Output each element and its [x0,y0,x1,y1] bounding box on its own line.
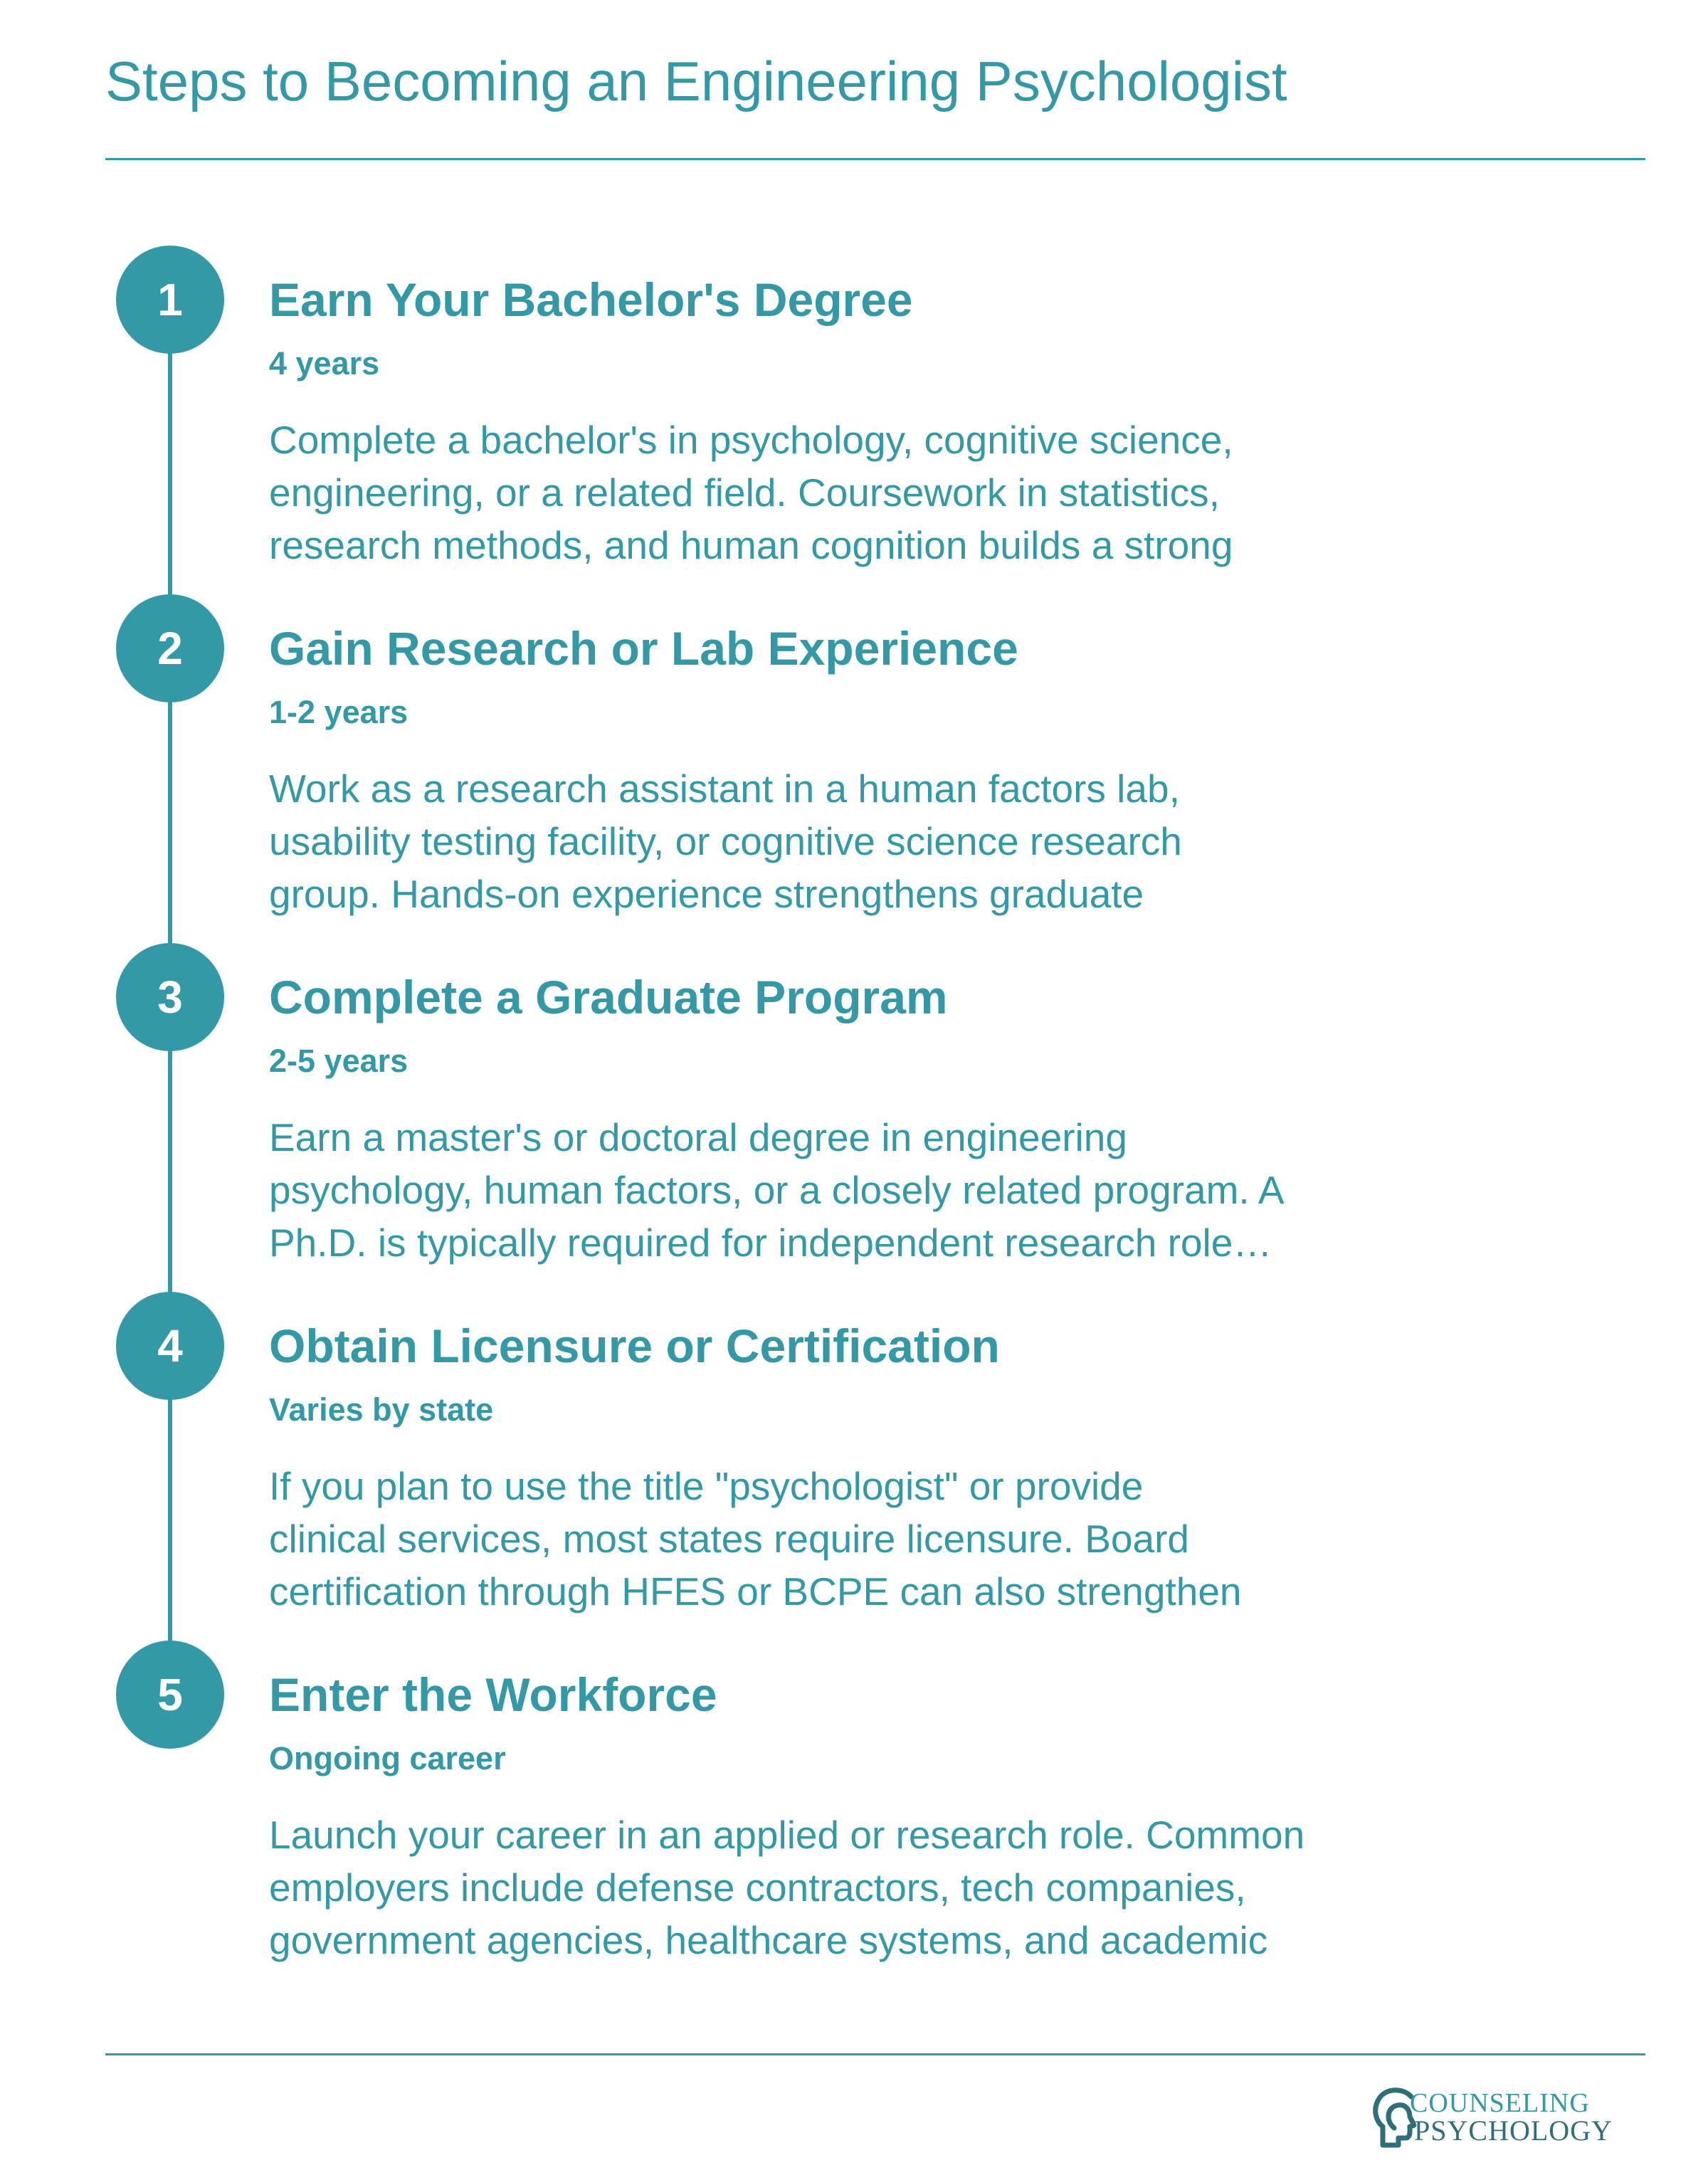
step-item [269,971,1379,1269]
step-number-badge: 2 [116,594,224,702]
step-description: If you plan to use the title "psychologist" or provide clinical services, most states require licensure. Board certification through HFES or BCPE can also strengthen [269,1464,1242,1613]
step-duration: 2-5 years [269,1043,408,1079]
step-description: Launch your career in an applied or research role. Common employers include defense contractors, tech companies, government agencies, healthcare systems, and academic [269,1813,1305,1962]
step-number-badge: 1 [116,246,224,354]
step-duration: Varies by state [269,1391,494,1428]
logo-text-top: COUNSELING [1410,2088,1590,2118]
step-number-badge: 4 [116,1292,224,1400]
counseling-psychology-logo [1370,2085,1640,2149]
step-description: Earn a master's or doctoral degree in engineering psychology, human factors, or a closely related program. A Ph.D. is typically required for independent research role… [269,1115,1285,1265]
step-item [269,622,1379,920]
step-number-badge: 3 [116,943,224,1051]
step-title: Enter the Workforce [269,1668,717,1721]
step-title: Earn Your Bachelor's Degree [269,273,913,326]
step-title: Gain Research or Lab Experience [269,622,1018,675]
header-divider [105,158,1645,160]
step-title: Complete a Graduate Program [269,971,948,1023]
logo-text-bottom: PSYCHOLOGY [1414,2115,1613,2147]
step-duration: Ongoing career [269,1740,506,1776]
step-item [269,1322,1379,1618]
page-title: Steps to Becoming an Engineering Psychologist [105,50,1287,112]
step-title: Obtain Licensure or Certification [269,1320,1000,1372]
step-description: Work as a research assistant in a human factors lab, usability testing facility, or cognitive science research group. Hands-on experience strengthens graduate [269,767,1182,916]
step-description: Complete a bachelor's in psychology, cognitive science, engineering, or a related field. Coursework in statistics, research methods, and human cognition builds a strong [269,418,1233,567]
step-duration: 4 years [269,345,380,381]
footer-divider [105,2053,1645,2055]
step-item [269,1668,1379,1966]
step-number-badge: 5 [116,1641,224,1749]
step-item [269,273,1379,572]
step-duration: 1-2 years [269,694,408,730]
